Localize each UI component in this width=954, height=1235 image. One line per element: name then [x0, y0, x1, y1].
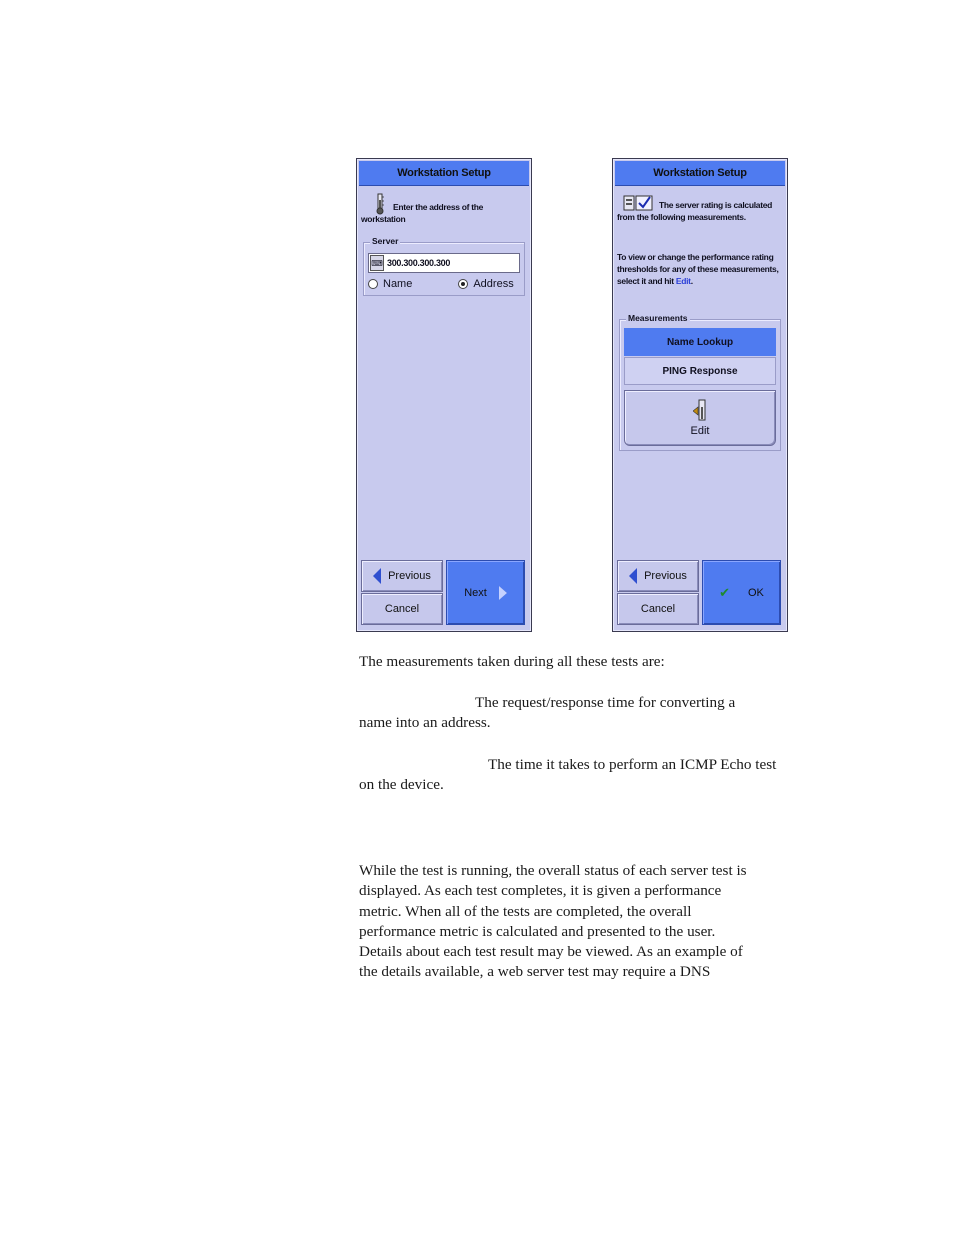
- server-group-label: Server: [372, 236, 399, 246]
- name-lookup-desc-line1: The request/response time for converting a: [475, 694, 736, 711]
- next-label: Next: [464, 586, 487, 599]
- next-button[interactable]: [446, 560, 525, 625]
- edit-instruction-text: To view or change the performance rating thresholds for any of these measurements, select it and hit: [617, 252, 779, 286]
- paragraph-line: the details available, a web server test may require a DNS: [359, 963, 711, 981]
- paragraph-line: performance metric is calculated and presented to the user.: [359, 922, 716, 940]
- previous-button[interactable]: [361, 560, 443, 592]
- paragraph-line: displayed. As each test completes, it is given a performance: [359, 882, 722, 900]
- measurements-intro: The measurements taken during all these tests are:: [359, 653, 665, 670]
- address-input[interactable]: [368, 253, 520, 273]
- ping-desc-line1: The time it takes to perform an ICMP Echo test: [488, 756, 777, 773]
- radio-address[interactable]: [458, 279, 468, 289]
- test-status-paragraph: [359, 861, 854, 983]
- radio-address-label: Address: [473, 278, 514, 290]
- workstation-setup-address-screen: [356, 158, 532, 632]
- measurement-name-lookup[interactable]: Name Lookup: [624, 328, 776, 356]
- rating-description: The server rating is calculated from the following measurements.: [617, 200, 773, 222]
- cancel-label: Cancel: [640, 603, 676, 615]
- keyboard-icon[interactable]: ⌨: [370, 255, 384, 271]
- arrow-left-icon: [629, 568, 637, 584]
- radio-name[interactable]: [368, 279, 378, 289]
- instruction-text: Enter the address of the workstation: [361, 202, 484, 224]
- cancel-label: Cancel: [384, 603, 420, 615]
- ok-button[interactable]: [702, 560, 781, 625]
- edit-instruction-end: .: [690, 276, 693, 286]
- edit-instruction-link[interactable]: Edit: [675, 276, 691, 286]
- screen-title: Workstation Setup: [359, 161, 529, 186]
- edit-instruction: [617, 251, 783, 287]
- paragraph-line: Details about each test result may be viewed. As an example of: [359, 943, 743, 961]
- instruction-row: [361, 191, 527, 227]
- previous-label: Previous: [388, 570, 431, 582]
- screen-title: Workstation Setup: [615, 161, 785, 186]
- name-lookup-desc-line2: name into an address.: [359, 714, 491, 731]
- edit-threshold-icon: [693, 399, 707, 421]
- arrow-right-icon: [499, 586, 507, 600]
- measurements-group-label: Measurements: [628, 313, 688, 323]
- arrow-left-icon: [373, 568, 381, 584]
- paragraph-line: metric. When all of the tests are completed, the overall: [359, 902, 692, 920]
- ping-desc-line2: on the device.: [359, 776, 444, 793]
- edit-label: Edit: [690, 425, 710, 437]
- address-value: 300.300.300.300: [387, 258, 451, 268]
- measurement-ping-response[interactable]: PING Response: [624, 357, 776, 385]
- ok-label: OK: [748, 586, 764, 599]
- name-type-radio-group: [368, 277, 520, 291]
- measurements-groupbox: [619, 313, 781, 451]
- previous-label: Previous: [644, 570, 687, 582]
- checkmark-icon: ✔: [719, 584, 730, 600]
- previous-button[interactable]: [617, 560, 699, 592]
- workstation-setup-measurements-screen: [612, 158, 788, 632]
- edit-button[interactable]: [624, 390, 776, 446]
- server-groupbox: [363, 236, 525, 296]
- radio-name-label: Name: [383, 278, 413, 290]
- cancel-button[interactable]: [361, 593, 443, 625]
- cancel-button[interactable]: [617, 593, 699, 625]
- paragraph-line: While the test is running, the overall status of each server test is: [359, 862, 747, 879]
